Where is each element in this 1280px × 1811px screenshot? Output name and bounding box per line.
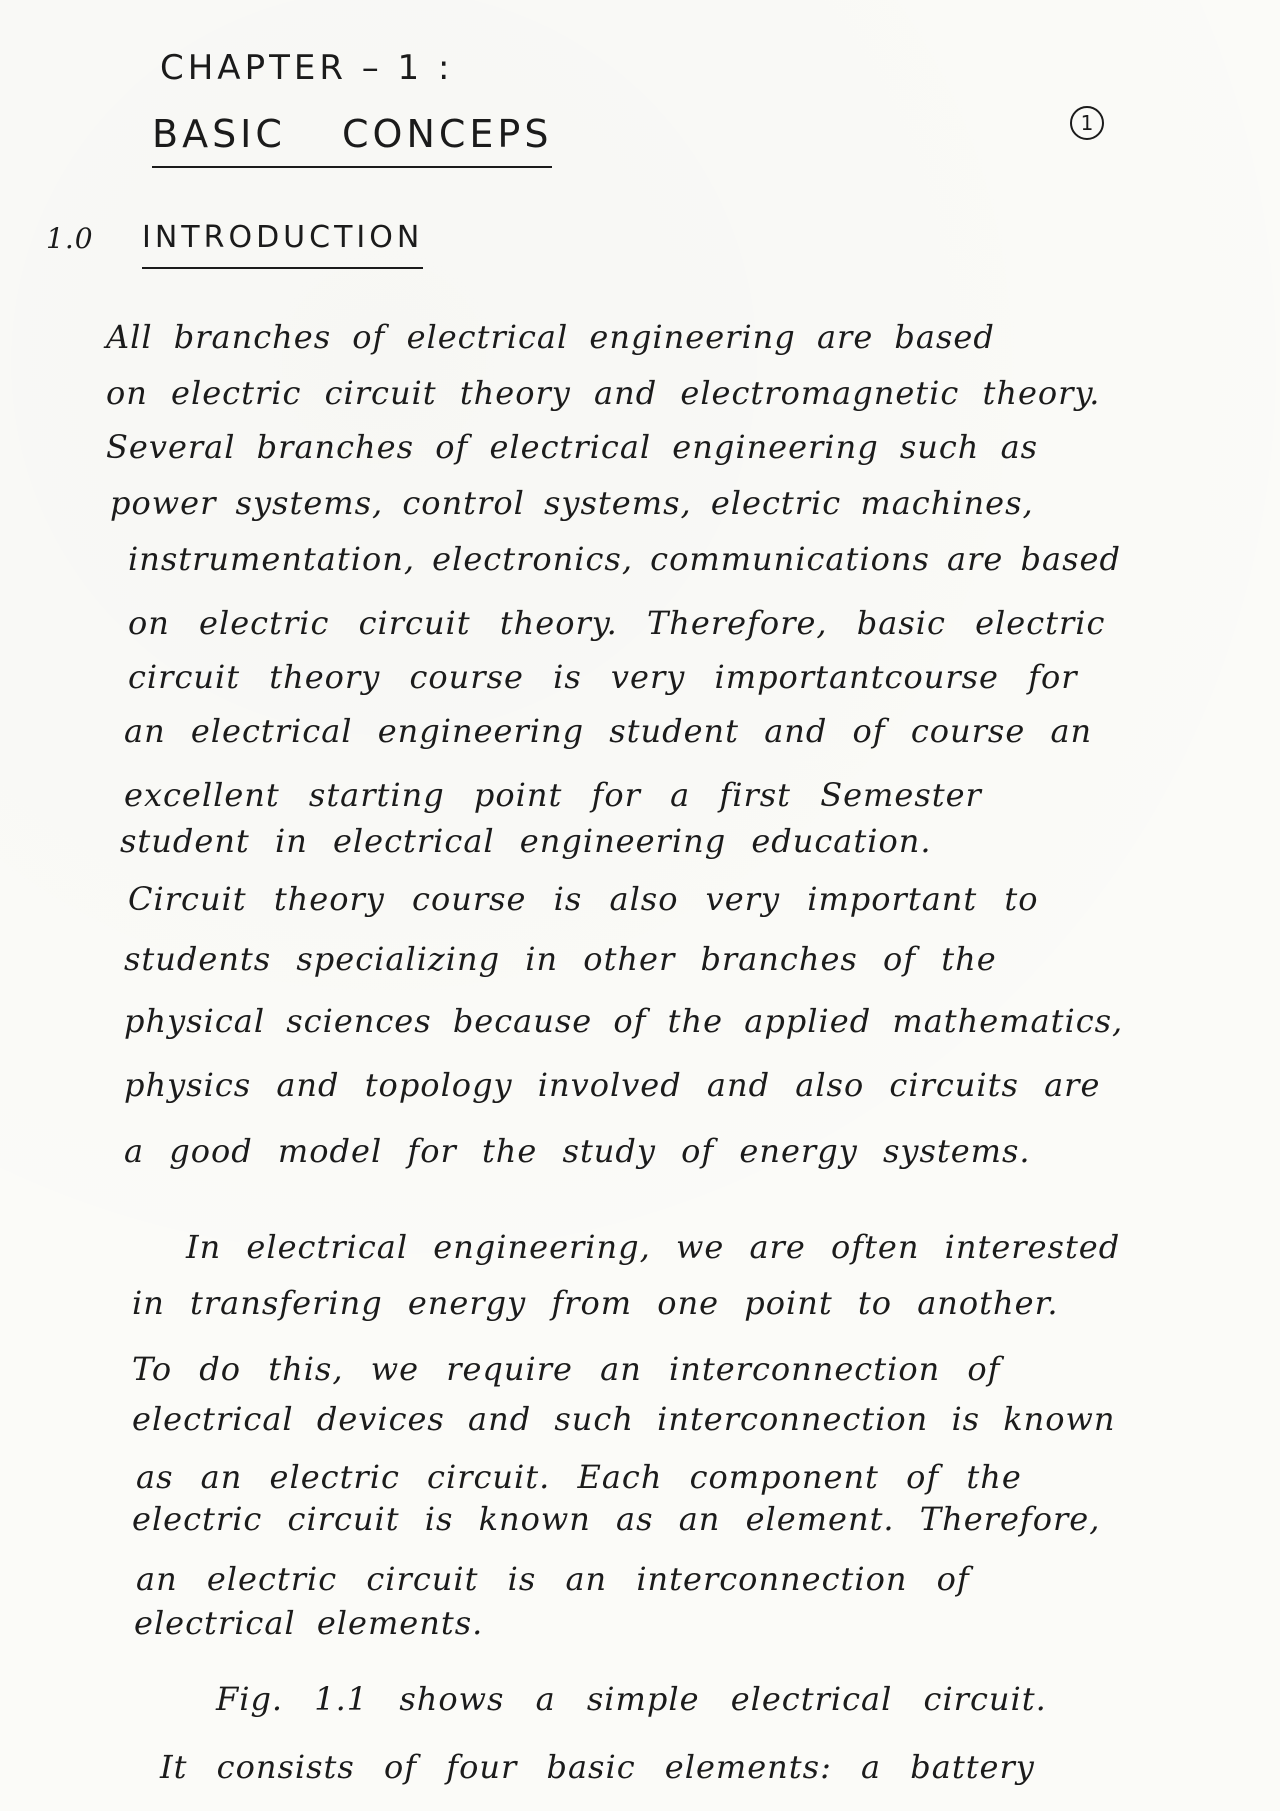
- paragraph-line: Fig. 1.1 shows a simple electrical circuit.: [216, 1680, 1047, 1718]
- paragraph-line: on electric circuit theory. Therefore, basic electric: [128, 604, 1106, 642]
- paragraph-line: circuit theory course is very importantcourse for: [128, 658, 1078, 696]
- paragraph-line: in transfering energy from one point to another.: [132, 1284, 1059, 1322]
- paragraph-line: on electric circuit theory and electromagnetic theory.: [106, 374, 1101, 412]
- paragraph-line: electrical elements.: [134, 1604, 484, 1642]
- paragraph-line: electric circuit is known as an element. Therefore,: [132, 1500, 1101, 1538]
- paragraph-line: Several branches of electrical engineering such as: [106, 428, 1039, 466]
- paragraph-line: an electrical engineering student and of course an: [124, 712, 1093, 750]
- paragraph-line: All branches of electrical engineering are based: [106, 318, 995, 356]
- paragraph-line: electrical devices and such interconnection is known: [132, 1400, 1116, 1438]
- paragraph-line: a good model for the study of energy systems.: [124, 1132, 1031, 1170]
- paragraph-line: Circuit theory course is also very important to: [128, 880, 1039, 918]
- paragraph-line: as an electric circuit. Each component of the: [136, 1458, 1022, 1496]
- chapter-title: BASIC CONCEPS: [152, 112, 552, 168]
- paragraph-line: student in electrical engineering education.: [120, 822, 932, 860]
- paragraph-line: physics and topology involved and also circuits are: [124, 1066, 1101, 1104]
- paragraph-line: physical sciences because of the applied mathematics,: [124, 1002, 1124, 1040]
- paragraph-line: students specializing in other branches of the: [124, 940, 997, 978]
- paragraph-line: instrumentation, electronics, communications are based: [128, 540, 1121, 578]
- paragraph-line: In electrical engineering, we are often interested: [186, 1228, 1121, 1266]
- paragraph-line: excellent starting point for a first Semester: [124, 776, 982, 814]
- paragraph-line: power systems, control systems, electric machines,: [110, 484, 1034, 522]
- paragraph-line: It consists of four basic elements: a battery: [160, 1748, 1035, 1786]
- section-title: INTRODUCTION: [142, 220, 423, 269]
- paragraph-line: an electric circuit is an interconnection of: [136, 1560, 970, 1598]
- paragraph-line: To do this, we require an interconnection of: [132, 1350, 1001, 1388]
- chapter-label: CHAPTER – 1 :: [160, 48, 454, 88]
- page-number-badge: 1: [1070, 106, 1104, 140]
- section-number: 1.0: [46, 222, 94, 255]
